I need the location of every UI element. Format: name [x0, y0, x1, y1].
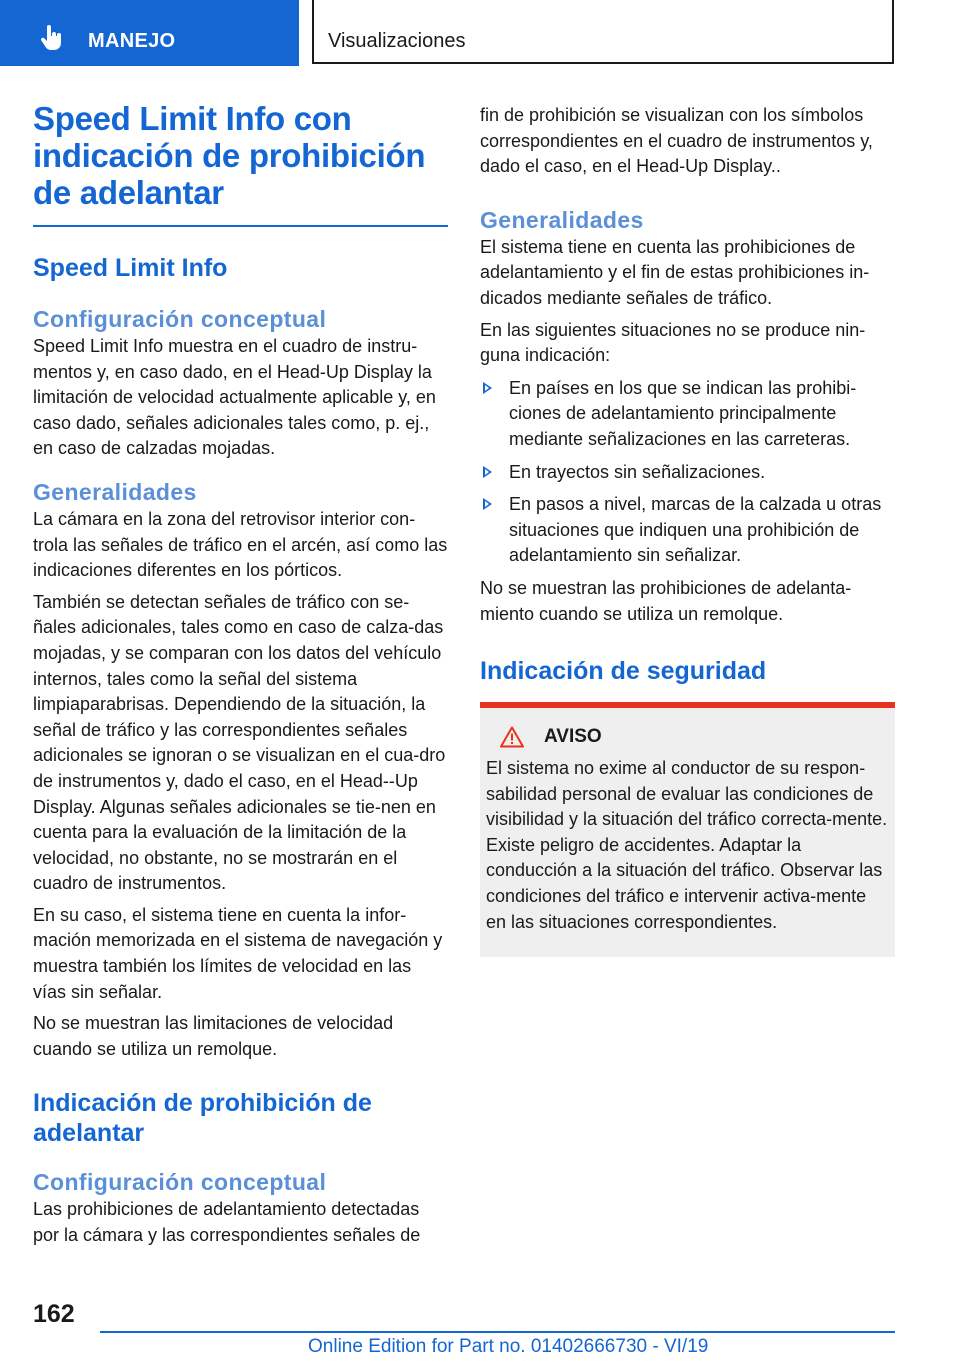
- triangle-bullet-icon: [483, 382, 492, 394]
- warning-box: [480, 702, 895, 957]
- warning-triangle-icon: [500, 726, 524, 748]
- hand-pointer-icon: [38, 24, 66, 52]
- chapter-label: MANEJO: [88, 30, 176, 52]
- section-header: [312, 0, 894, 64]
- paragraph: El sistema tiene en cuenta las prohibiciones de adelantamiento y el fin de estas prohibiciones in-dicados mediante señales de tráfico.: [480, 236, 870, 308]
- paragraph: La cámara en la zona del retrovisor interior con-trola las señales de tráfico en el arcén, así como las indicaciones diferentes en los pórticos.: [33, 508, 448, 581]
- situations-list: [480, 376, 895, 569]
- paragraph: No se muestran las limitaciones de velocidad cuando se utiliza un remolque.: [33, 1013, 394, 1059]
- heading-prohibicion-adelantar: Indicación de prohibición de adelantar: [33, 1089, 372, 1148]
- paragraph: No se muestran las prohibiciones de adelanta-miento cuando se utiliza un remolque.: [480, 577, 852, 624]
- chapter-tab[interactable]: [0, 0, 299, 66]
- left-column: [33, 100, 448, 1249]
- list-item: En países en los que se indican las prohibi-ciones de adelantamiento principalmente mediante señalizaciones en las carreteras.: [480, 376, 895, 453]
- heading-speed-limit-info: Speed Limit Info: [33, 254, 228, 282]
- footer-edition: Online Edition for Part no. 01402666730 - VI/19: [308, 1336, 709, 1357]
- warning-header: [486, 726, 889, 748]
- paragraph: Speed Limit Info muestra en el cuadro de instru-mentos y, en caso dado, en el Head-Up Display la limitación de velocidad actualmente aplicable y, en caso dado, señales adicionales tales como, p. ej., en caso de calzadas mojadas.: [33, 336, 436, 459]
- page-number: 162: [33, 1300, 75, 1328]
- warning-title: AVISO: [544, 726, 602, 748]
- footer-divider: [100, 1331, 895, 1333]
- page-title: Speed Limit Info con indicación de prohibición de adelantar: [33, 100, 448, 227]
- heading-configuracion-1: Configuración conceptual: [33, 306, 327, 332]
- triangle-bullet-icon: [483, 498, 492, 510]
- paragraph: En su caso, el sistema tiene en cuenta la infor-mación memorizada en el sistema de navegación y muestra también los límites de velocidad en las vías sin señalar.: [33, 904, 443, 1002]
- paragraph: Las prohibiciones de adelantamiento detectadas por la cámara y las correspondientes señales de: [33, 1199, 421, 1246]
- list-item: En trayectos sin señalizaciones.: [480, 460, 895, 486]
- heading-generalidades-1: Generalidades: [33, 478, 197, 505]
- paragraph: También se detectan señales de tráfico con se-ñales adicionales, tales como en caso de calza-das mojadas, y se comparan con los datos del vehículo internos, tales como la señal del sistema limpiaparabrisas. Dependiendo de la situación, la señal de tráfico y las correspondientes señales adicionales se ignoran o se visualizan en el cua-dro de instrumentos y, dado el caso, en el Head--Up Display. Algunas señales adicionales se tie-nen en cuenta para la evaluación de la limitación de la velocidad, no obstante, no se mostrarán en el cuadro de instrumentos.: [33, 591, 446, 894]
- section-label: Visualizaciones: [328, 30, 466, 52]
- heading-configuracion-2: Configuración conceptual: [33, 1169, 327, 1196]
- right-column: [480, 100, 895, 957]
- heading-generalidades-2: Generalidades: [480, 206, 644, 233]
- paragraph: fin de prohibición se visualizan con los símbolos correspondientes en el cuadro de instrumentos y, dado el caso, en el Head-Up Display..: [480, 105, 873, 177]
- list-item: En pasos a nivel, marcas de la calzada u otras situaciones que indiquen una prohibición de adelantamiento sin señalizar.: [480, 492, 895, 569]
- paragraph: En las siguientes situaciones no se produce nin-guna indicación:: [480, 319, 866, 366]
- triangle-bullet-icon: [483, 466, 492, 478]
- warning-text: El sistema no exime al conductor de su respon-sabilidad personal de evaluar las condiciones de visibilidad y la situación del tráfico correcta-mente. Existe peligro de accidentes. Adaptar la conducción a la situación del tráfico. Observar las condiciones del tráfico e intervenir activa-mente en las situaciones correspondientes.: [486, 758, 888, 932]
- heading-indicacion-seguridad: Indicación de seguridad: [480, 657, 767, 686]
